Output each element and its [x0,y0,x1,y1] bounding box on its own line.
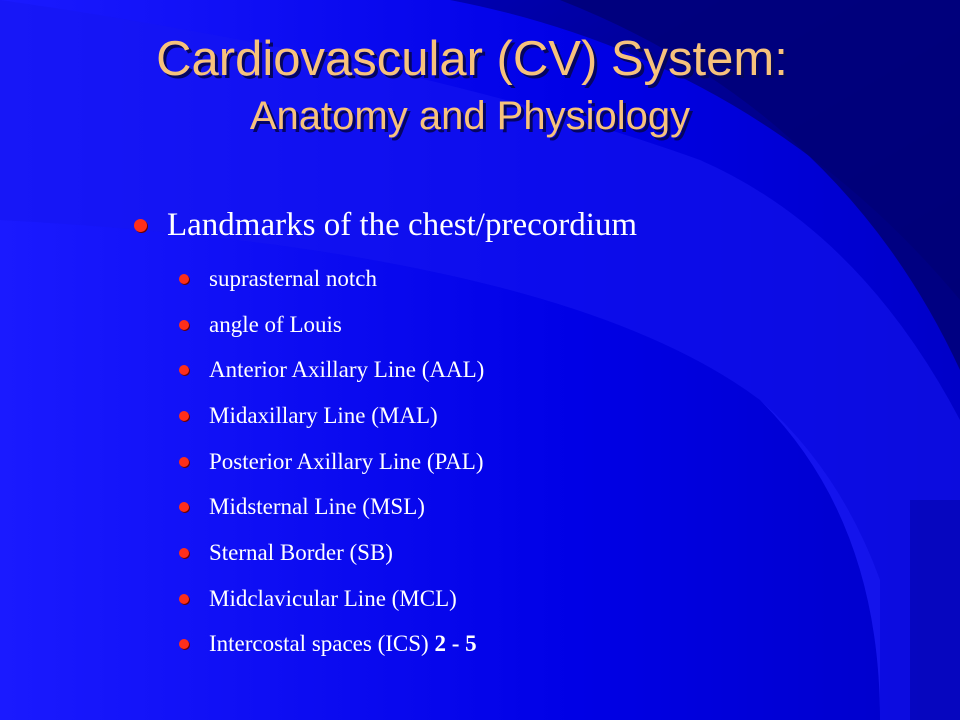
title-line-2: Anatomy and Physiology [249,94,691,138]
list-item-text-regular: Intercostal spaces (ICS) [209,631,435,657]
bullet-dot-icon [134,219,147,232]
list-item [179,439,854,485]
list-item-text: Anterior Axillary Line (AAL) [209,357,485,383]
bullet-dot-icon [179,457,189,467]
list-item [179,622,854,668]
list-item-text-bold: 2 - 5 [434,631,477,657]
slide-title [0,28,960,142]
main-bullet [134,202,854,248]
title-line-1: Cardiovascular (CV) System: [156,32,788,86]
list-item-text: Posterior Axillary Line (PAL) [209,448,484,474]
list-item [179,347,854,393]
bullet-dot-icon [179,411,189,421]
list-item-text: Midsternal Line (MSL) [209,494,425,520]
list-item [179,484,854,530]
list-item-text: Sternal Border (SB) [209,539,393,565]
list-item-text: suprasternal notch [209,265,377,291]
list-item [179,393,854,439]
bullet-dot-icon [179,502,189,512]
list-item [179,576,854,622]
bullet-dot-icon [179,594,189,604]
bullet-dot-icon [179,320,189,330]
list-item-text: Midaxillary Line (MAL) [209,402,438,428]
list-item [179,256,854,302]
list-item [179,302,854,348]
list-item [179,530,854,576]
sub-bullet-list [134,256,854,667]
right-edge-shade [910,500,960,720]
bullet-dot-icon [179,274,189,284]
bullet-dot-icon [179,548,189,558]
list-item-text: angle of Louis [209,311,342,337]
bullet-dot-icon [179,639,189,649]
main-bullet-text: Landmarks of the chest/precordium [167,206,638,243]
list-item-text [209,631,477,657]
bullet-dot-icon [179,365,189,375]
bullet-content [134,202,854,667]
list-item-text: Midclavicular Line (MCL) [209,585,457,611]
